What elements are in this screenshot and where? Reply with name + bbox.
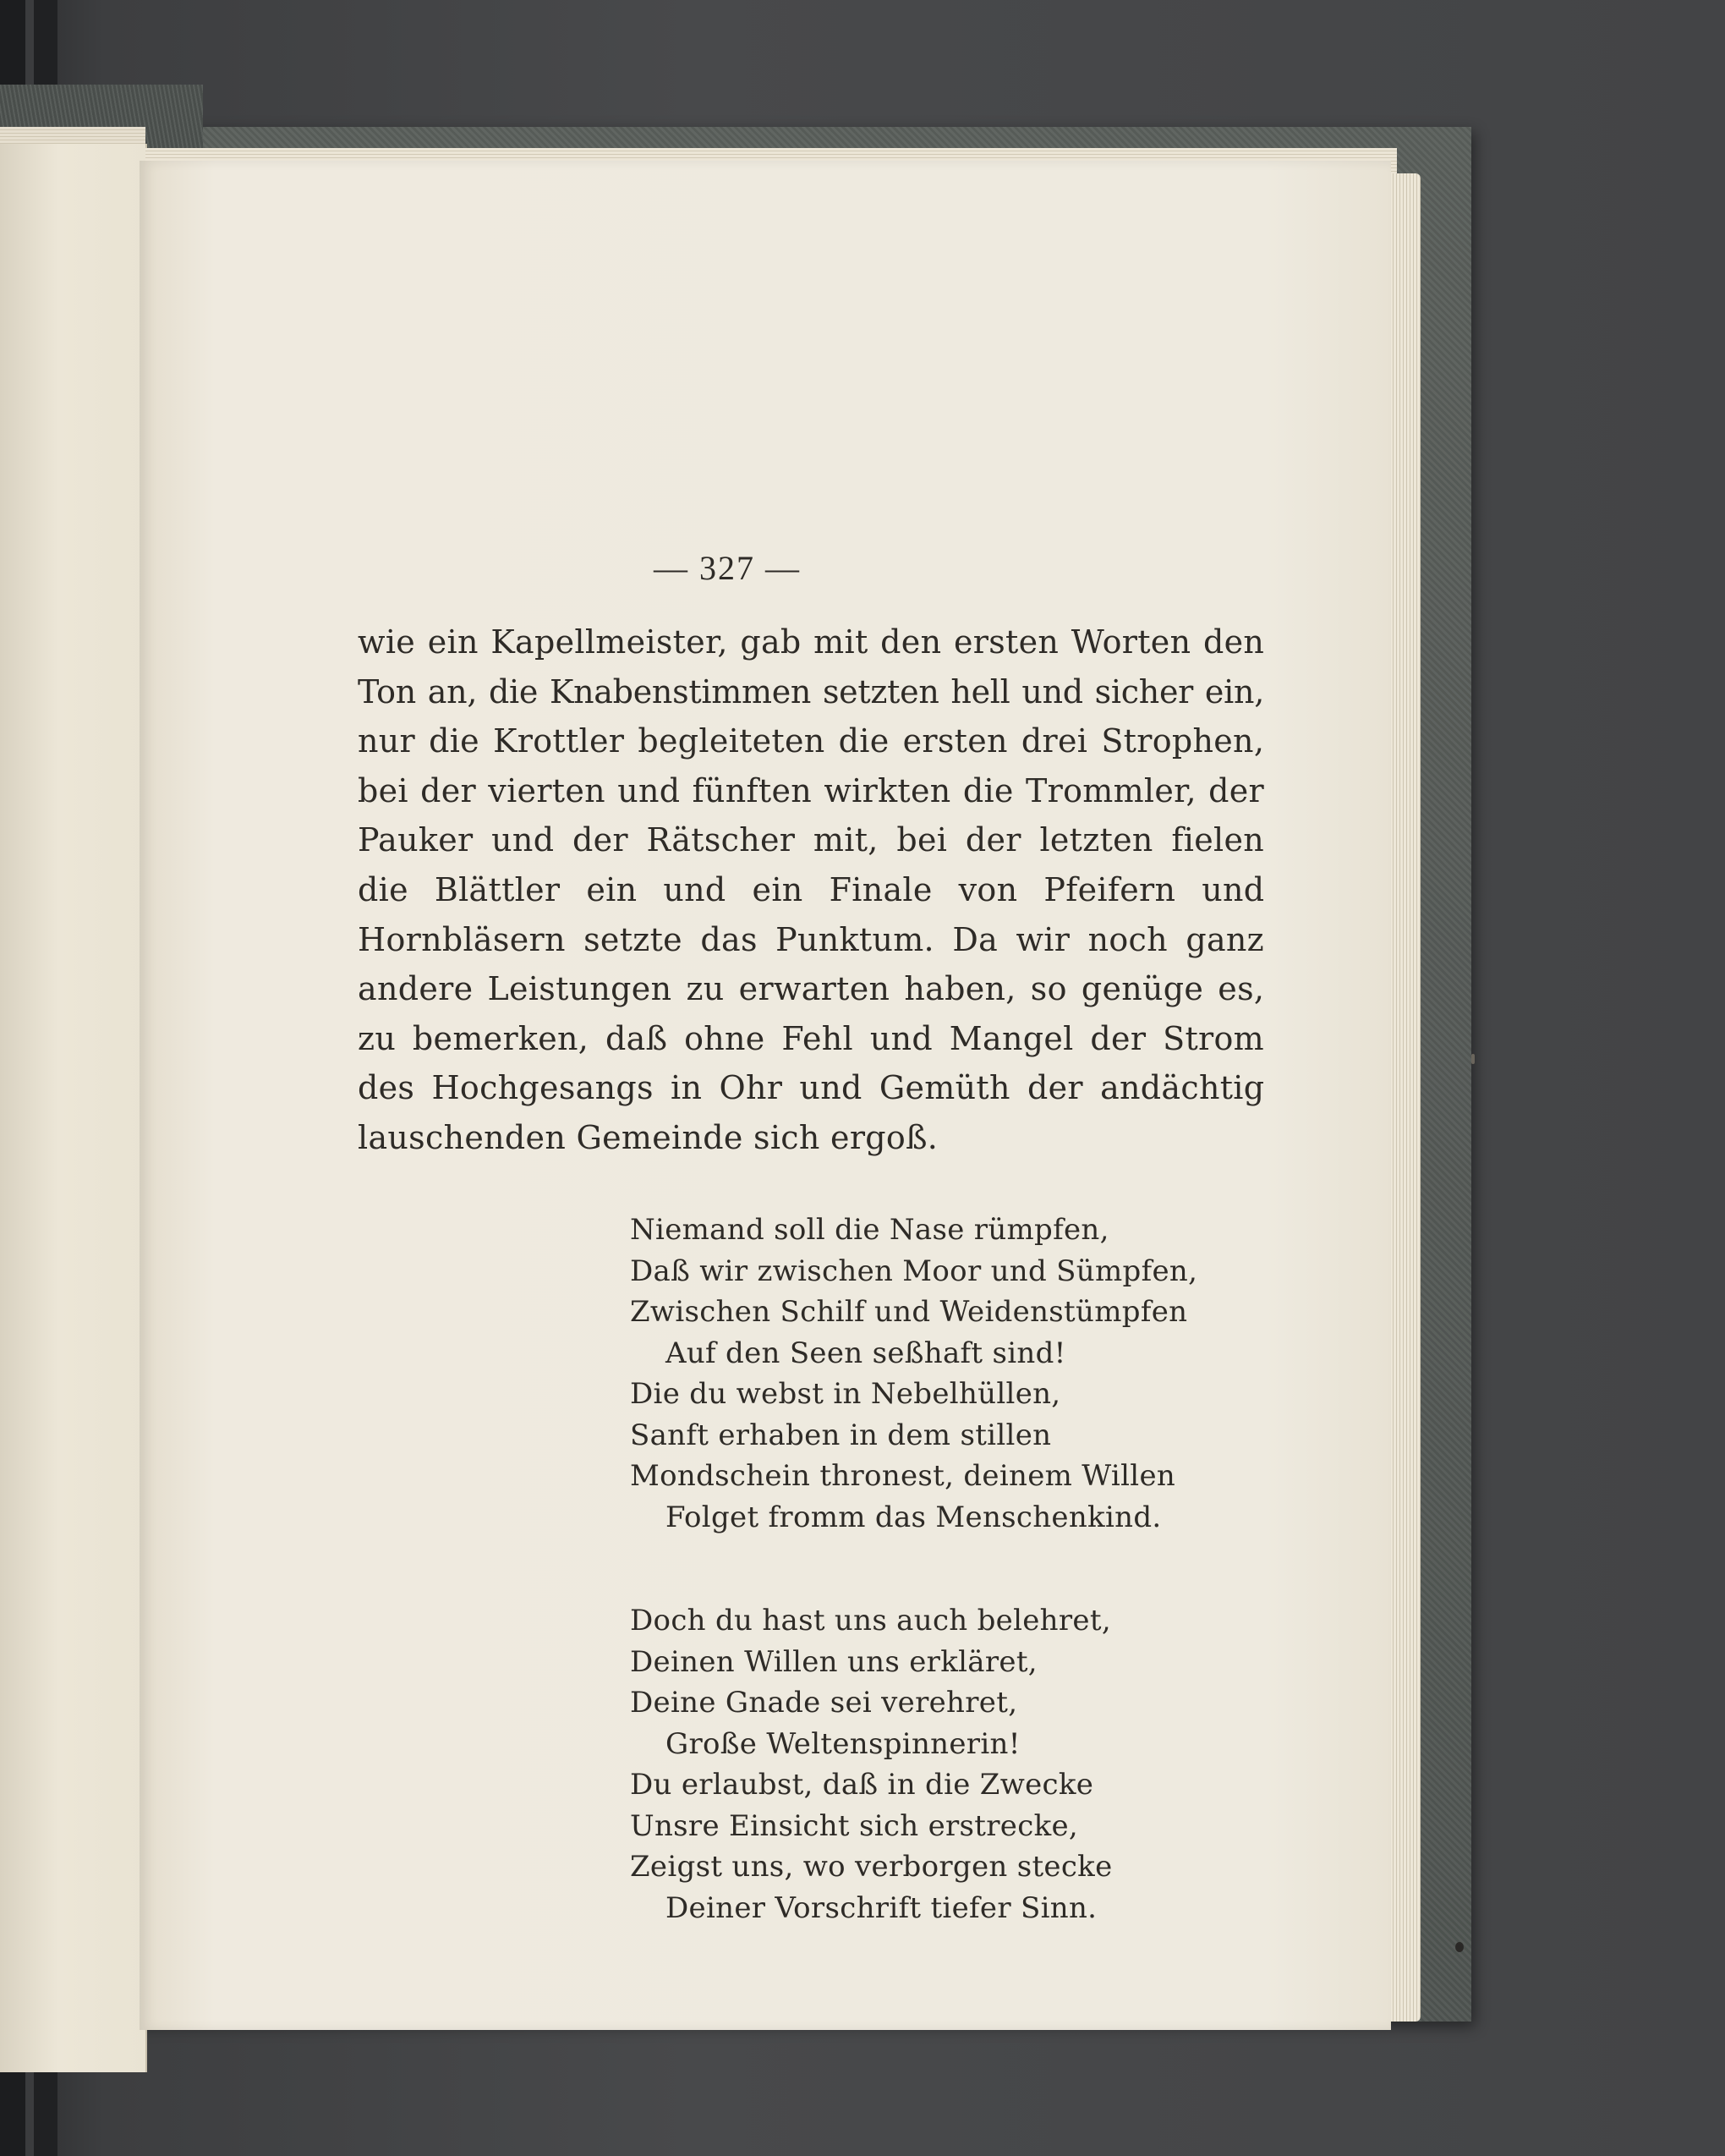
verse-line: Deinen Willen uns erkläret, — [630, 1644, 1038, 1679]
verse-line: Große Weltenspinnerin! — [665, 1726, 1021, 1761]
verse-line: Zeigst uns, wo verborgen stecke — [630, 1850, 1113, 1884]
verse-line: Deiner Vorschrift tiefer Sinn. — [665, 1890, 1098, 1925]
verse-line: Doch du hast uns auch belehret, — [630, 1604, 1111, 1638]
book-page — [140, 161, 1391, 2030]
verse-line: Daß wir zwischen Moor und Sümpfen, — [630, 1254, 1198, 1288]
verse-line: Folget fromm das Menschenkind. — [665, 1500, 1162, 1534]
verse-line: Zwischen Schilf und Weidenstümpfen — [630, 1295, 1188, 1329]
paragraph-line: lauschenden Gemeinde sich ergoß. — [358, 1118, 939, 1156]
paragraph-line: Pauker und der Rätscher mit, bei der letzten fielen — [358, 821, 1264, 859]
verse-line: Mondschein thronest, deinem Willen — [630, 1459, 1176, 1493]
page-number: — 327 — — [654, 549, 801, 587]
verse-line: Die du webst in Nebelhüllen, — [630, 1377, 1061, 1411]
verse-line: Deine Gnade sei verehret, — [630, 1686, 1018, 1720]
paragraph-line: Hornbläsern setzte das Punktum. Da wir noch ganz — [358, 920, 1264, 958]
paragraph-line: des Hochgesangs in Ohr und Gemüth der andächtig — [358, 1069, 1265, 1107]
poem-stanza-1 — [630, 1210, 1197, 1538]
paragraph-line: bei der vierten und fünften wirkten die Trommler, der — [358, 771, 1264, 809]
paragraph-line: zu bemerken, daß ohne Fehl und Mangel der Strom — [358, 1019, 1264, 1057]
paragraph-line: die Blättler ein und ein Finale von Pfeifern und — [358, 870, 1265, 908]
prose-paragraph — [358, 617, 1264, 1163]
paragraph-line: Ton an, die Knabenstimmen setzten hell und sicher ein, — [358, 672, 1264, 710]
paragraph-line: nur die Krottler begleiteten die ersten drei Strophen, — [358, 722, 1265, 760]
verse-line: Du erlaubst, daß in die Zwecke — [630, 1768, 1094, 1802]
verse-line: Unsre Einsicht sich erstrecke, — [630, 1808, 1079, 1843]
ink-speck — [1471, 1054, 1475, 1064]
verse-line: Niemand soll die Nase rümpfen, — [630, 1213, 1109, 1247]
poem-stanza-2 — [630, 1600, 1113, 1928]
verse-line: Auf den Seen seßhaft sind! — [665, 1336, 1066, 1370]
paragraph-line: andere Leistungen zu erwarten haben, so genüge es, — [358, 970, 1265, 1008]
left-page — [0, 144, 147, 2072]
verse-line: Sanft erhaben in dem stillen — [630, 1418, 1052, 1452]
ink-speck — [1455, 1942, 1464, 1952]
paragraph-line: wie ein Kapellmeister, gab mit den ersten Worten den — [358, 623, 1265, 661]
